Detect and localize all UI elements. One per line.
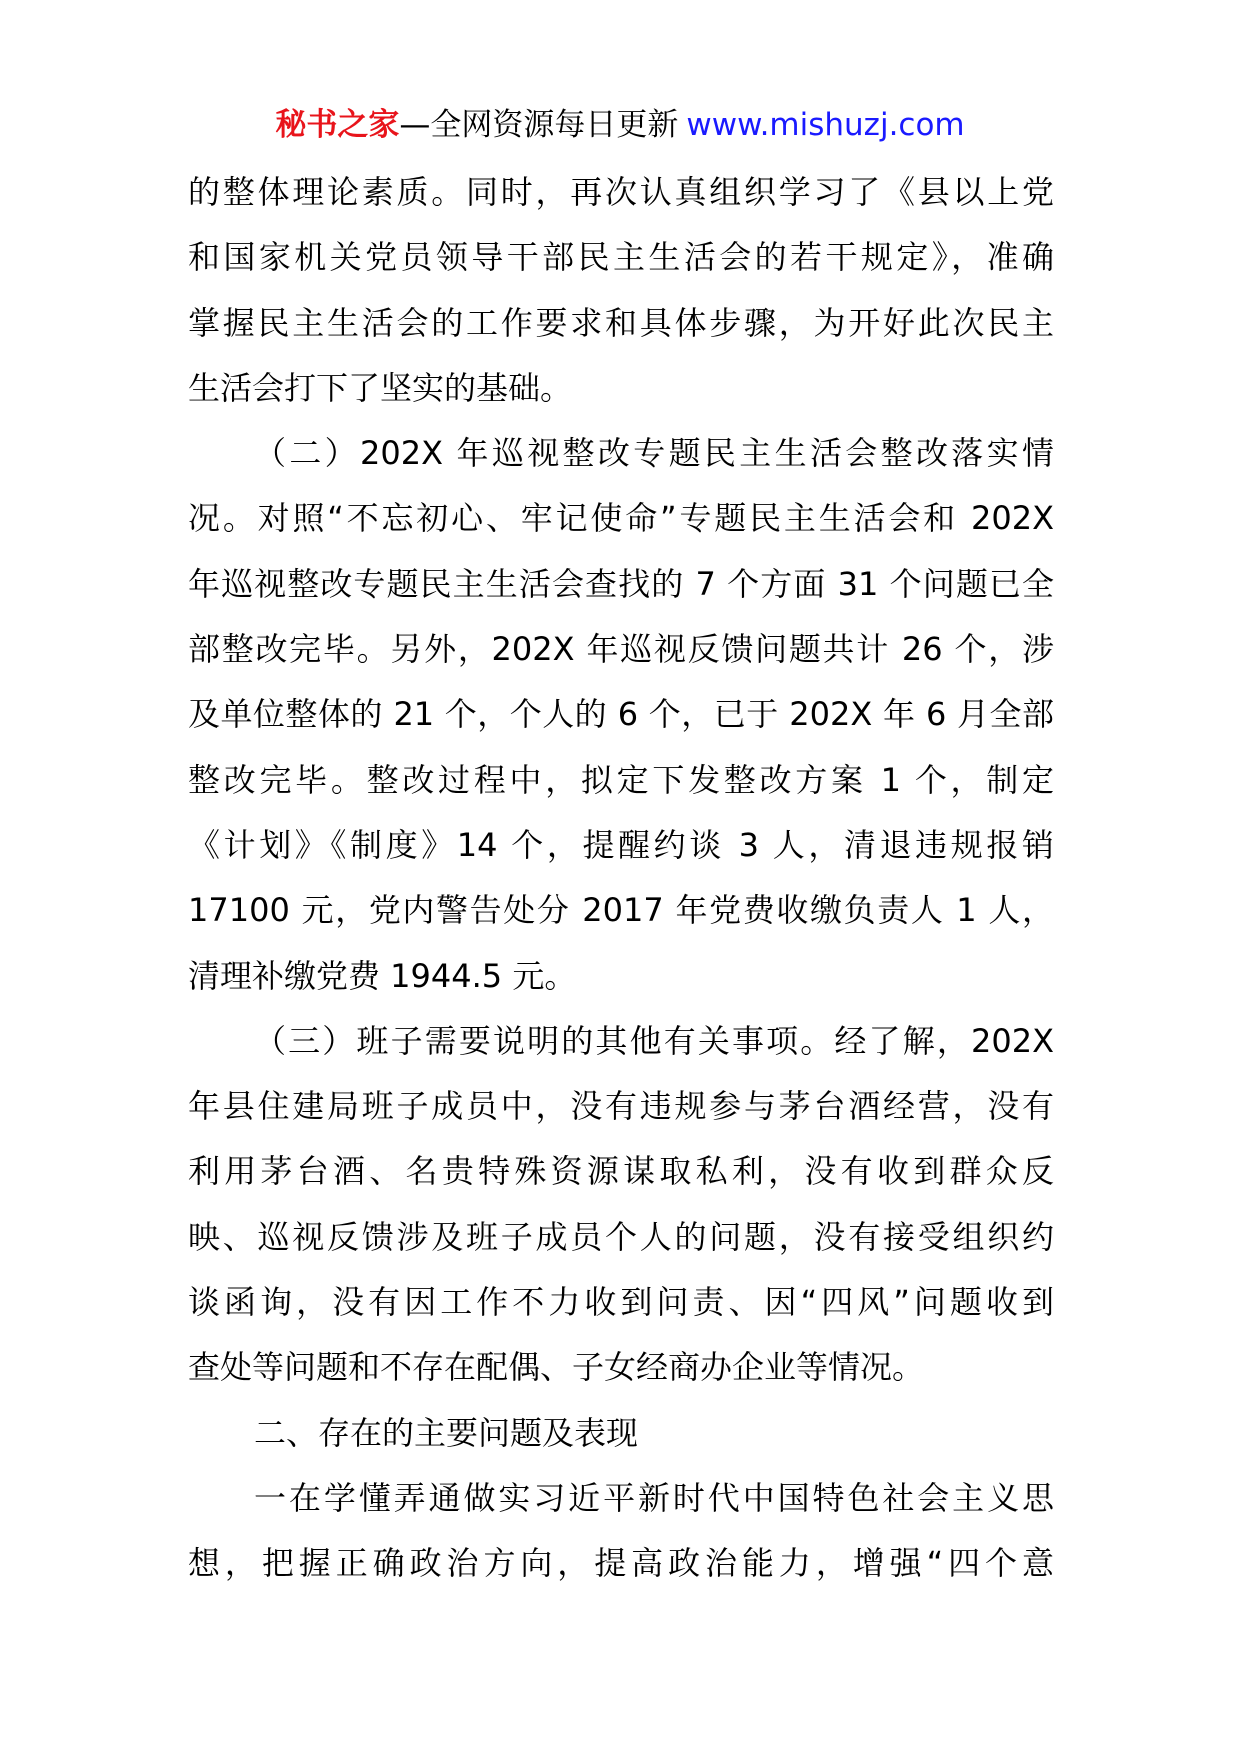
text-line: 况。对照“不忘初心、牢记使命”专题民主生活会和 202X [188,499,1054,538]
paragraph-main-issues [188,1466,1054,1597]
page-header [0,100,1240,150]
text-line: 清理补缴党费 1944.5 元。 [188,956,577,995]
text-line: 一在学懂弄通做实习近平新时代中国特色社会主义思 [254,1478,1054,1517]
header-slogan: —全网资源每日更新 [399,107,679,143]
paragraph-other-matters [188,1009,1054,1401]
text-line: 整改完毕。整改过程中，拟定下发整改方案 1 个，制定 [188,760,1054,799]
text-line: 利用茅台酒、名贵特殊资源谋取私利，没有收到群众反 [188,1152,1054,1191]
text-line: 和国家机关党员领导干部民主生活会的若干规定》，准确 [188,238,1054,277]
text-line: 谈函询，没有因工作不力收到问责、因“四风”问题收到 [188,1283,1054,1322]
text-line: 想，把握正确政治方向，提高政治能力，增强“四个意 [188,1544,1054,1583]
text-line: 部整改完毕。另外，202X 年巡视反馈问题共计 26 个，涉 [188,630,1054,669]
text-line: 年县住建局班子成员中，没有违规参与茅台酒经营，没有 [188,1087,1054,1126]
text-line: （三）班子需要说明的其他有关事项。经了解，202X [254,1021,1054,1060]
text-line: 及单位整体的 21 个，个人的 6 个，已于 202X 年 6 月全部 [188,695,1054,734]
paragraph-theory-study [188,160,1054,421]
section-heading-text: 二、存在的主要问题及表现 [254,1413,639,1452]
document-body [188,160,1054,1597]
text-line: （二）202X 年巡视整改专题民主生活会整改落实情 [254,434,1054,473]
header-brand: 秘书之家 [275,107,400,143]
paragraph-rectification-status [188,421,1054,1009]
text-line: 映、巡视反馈涉及班子成员个人的问题，没有接受组织约 [188,1217,1054,1256]
text-line: 《计划》《制度》14 个，提醒约谈 3 人，清退违规报销 [188,825,1054,864]
text-line: 掌握民主生活会的工作要求和具体步骤，为开好此次民主 [188,303,1054,342]
header-url-link[interactable]: www.mishuzj.com [686,107,965,143]
text-line: 17100 元，党内警告处分 2017 年党费收缴负责人 1 人， [188,891,1054,930]
text-line: 生活会打下了坚实的基础。 [188,368,573,407]
section-heading [188,1401,1054,1466]
text-line: 查处等问题和不存在配偶、子女经商办企业等情况。 [188,1348,925,1387]
text-line: 的整体理论素质。同时，再次认真组织学习了《县以上党 [188,173,1054,211]
text-line: 年巡视整改专题民主生活会查找的 7 个方面 31 个问题已全 [188,564,1054,603]
